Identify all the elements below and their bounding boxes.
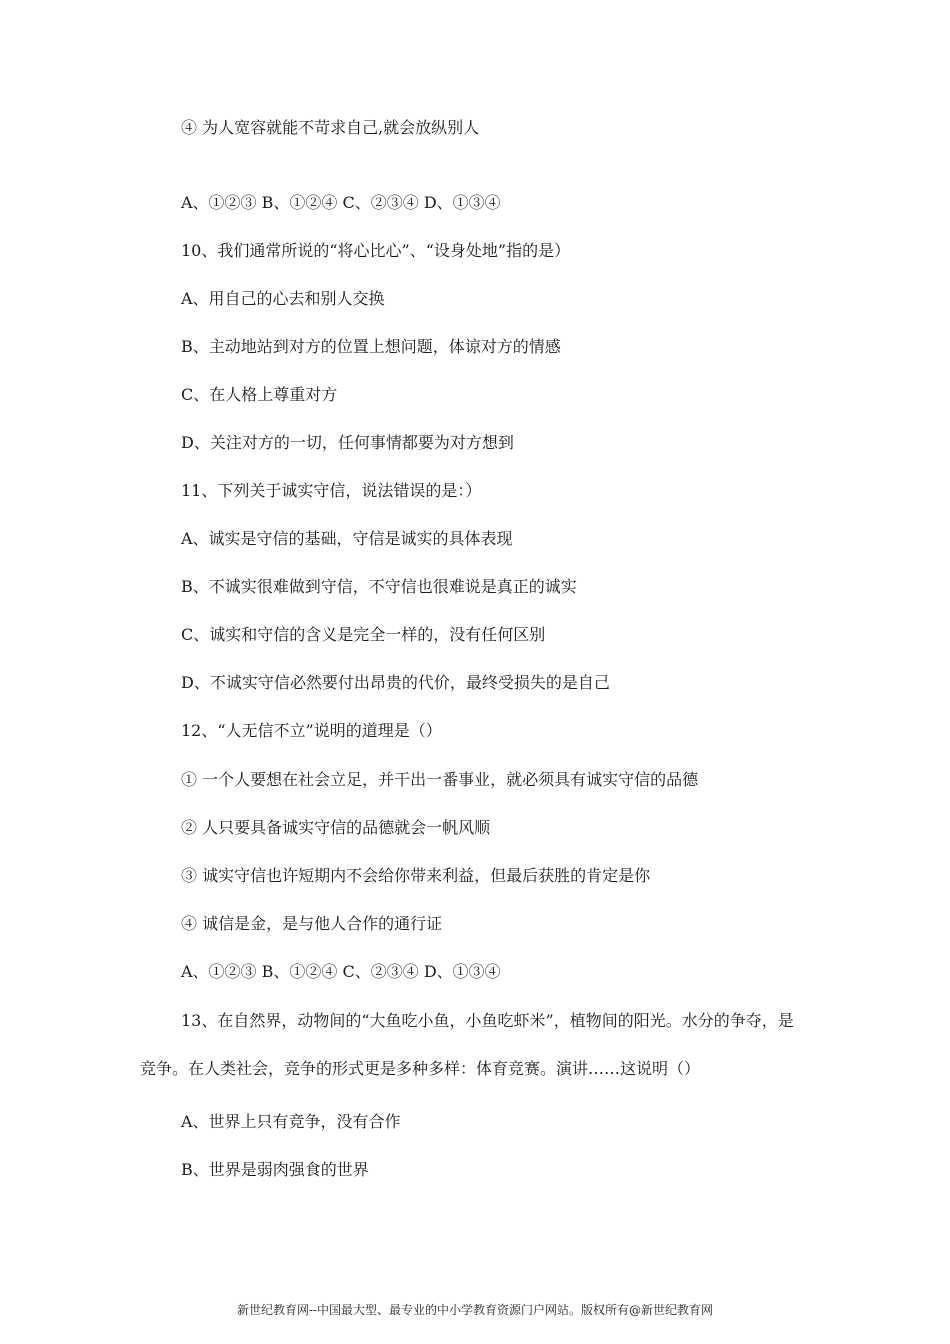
q12-statement-4: ④ 诚信是金，是与他人合作的通行证 (181, 914, 443, 933)
q12-statement-3: ③ 诚实守信也许短期内不会给你带来利益，但最后获胜的肯定是你 (181, 866, 651, 885)
q11-option-d: D、不诚实守信必然要付出昂贵的代价，最终受损失的是自己 (181, 673, 610, 692)
q12-statement-1: ① 一个人要想在社会立足，并干出一番事业，就必须具有诚实守信的品德 (181, 770, 699, 789)
q10-option-a: A、用自己的心去和别人交换 (181, 289, 385, 308)
q13-option-b: B、世界是弱肉强食的世界 (181, 1160, 369, 1179)
q13-option-a: A、世界上只有竞争，没有合作 (181, 1112, 401, 1131)
option-4-q9: ④ 为人宽容就能不苛求自己,就会放纵别人 (181, 118, 480, 137)
question-11: 11、下列关于诚实守信，说法错误的是：） (181, 481, 482, 500)
q11-option-a: A、诚实是守信的基础，守信是诚实的具体表现 (181, 529, 513, 548)
q10-option-d: D、关注对方的一切，任何事情都要为对方想到 (181, 433, 514, 452)
question-10: 10、我们通常所说的“将心比心”、“设身处地”指的是） (181, 241, 571, 260)
q10-option-c: C、在人格上尊重对方 (181, 385, 338, 404)
answer-choices-q12: A、①②③ B、①②④ C、②③④ D、①③④ (181, 962, 501, 981)
answer-choices-q9: A、①②③ B、①②④ C、②③④ D、①③④ (181, 193, 501, 212)
question-13-line-2: 竞争。在人类社会，竞争的形式更是多种多样：体育竞赛。演讲……这说明（） (140, 1059, 701, 1078)
q11-option-c: C、诚实和守信的含义是完全一样的，没有任何区别 (181, 625, 546, 644)
q10-option-b: B、主动地站到对方的位置上想问题，体谅对方的情感 (181, 337, 561, 356)
q12-statement-2: ② 人只要具备诚实守信的品德就会一帆风顺 (181, 818, 491, 837)
question-13-line-1: 13、在自然界，动物间的“大鱼吃小鱼，小鱼吃虾米”，植物间的阳光。水分的争夺，是 (181, 1011, 794, 1030)
q11-option-b: B、不诚实很难做到守信，不守信也很难说是真正的诚实 (181, 577, 577, 596)
question-12: 12、“人无信不立”说明的道理是（） (181, 721, 442, 740)
page-footer: 新世纪教育网--中国最大型、最专业的中小学教育资源门户网站。版权所有@新世纪教育网 (236, 1303, 714, 1317)
